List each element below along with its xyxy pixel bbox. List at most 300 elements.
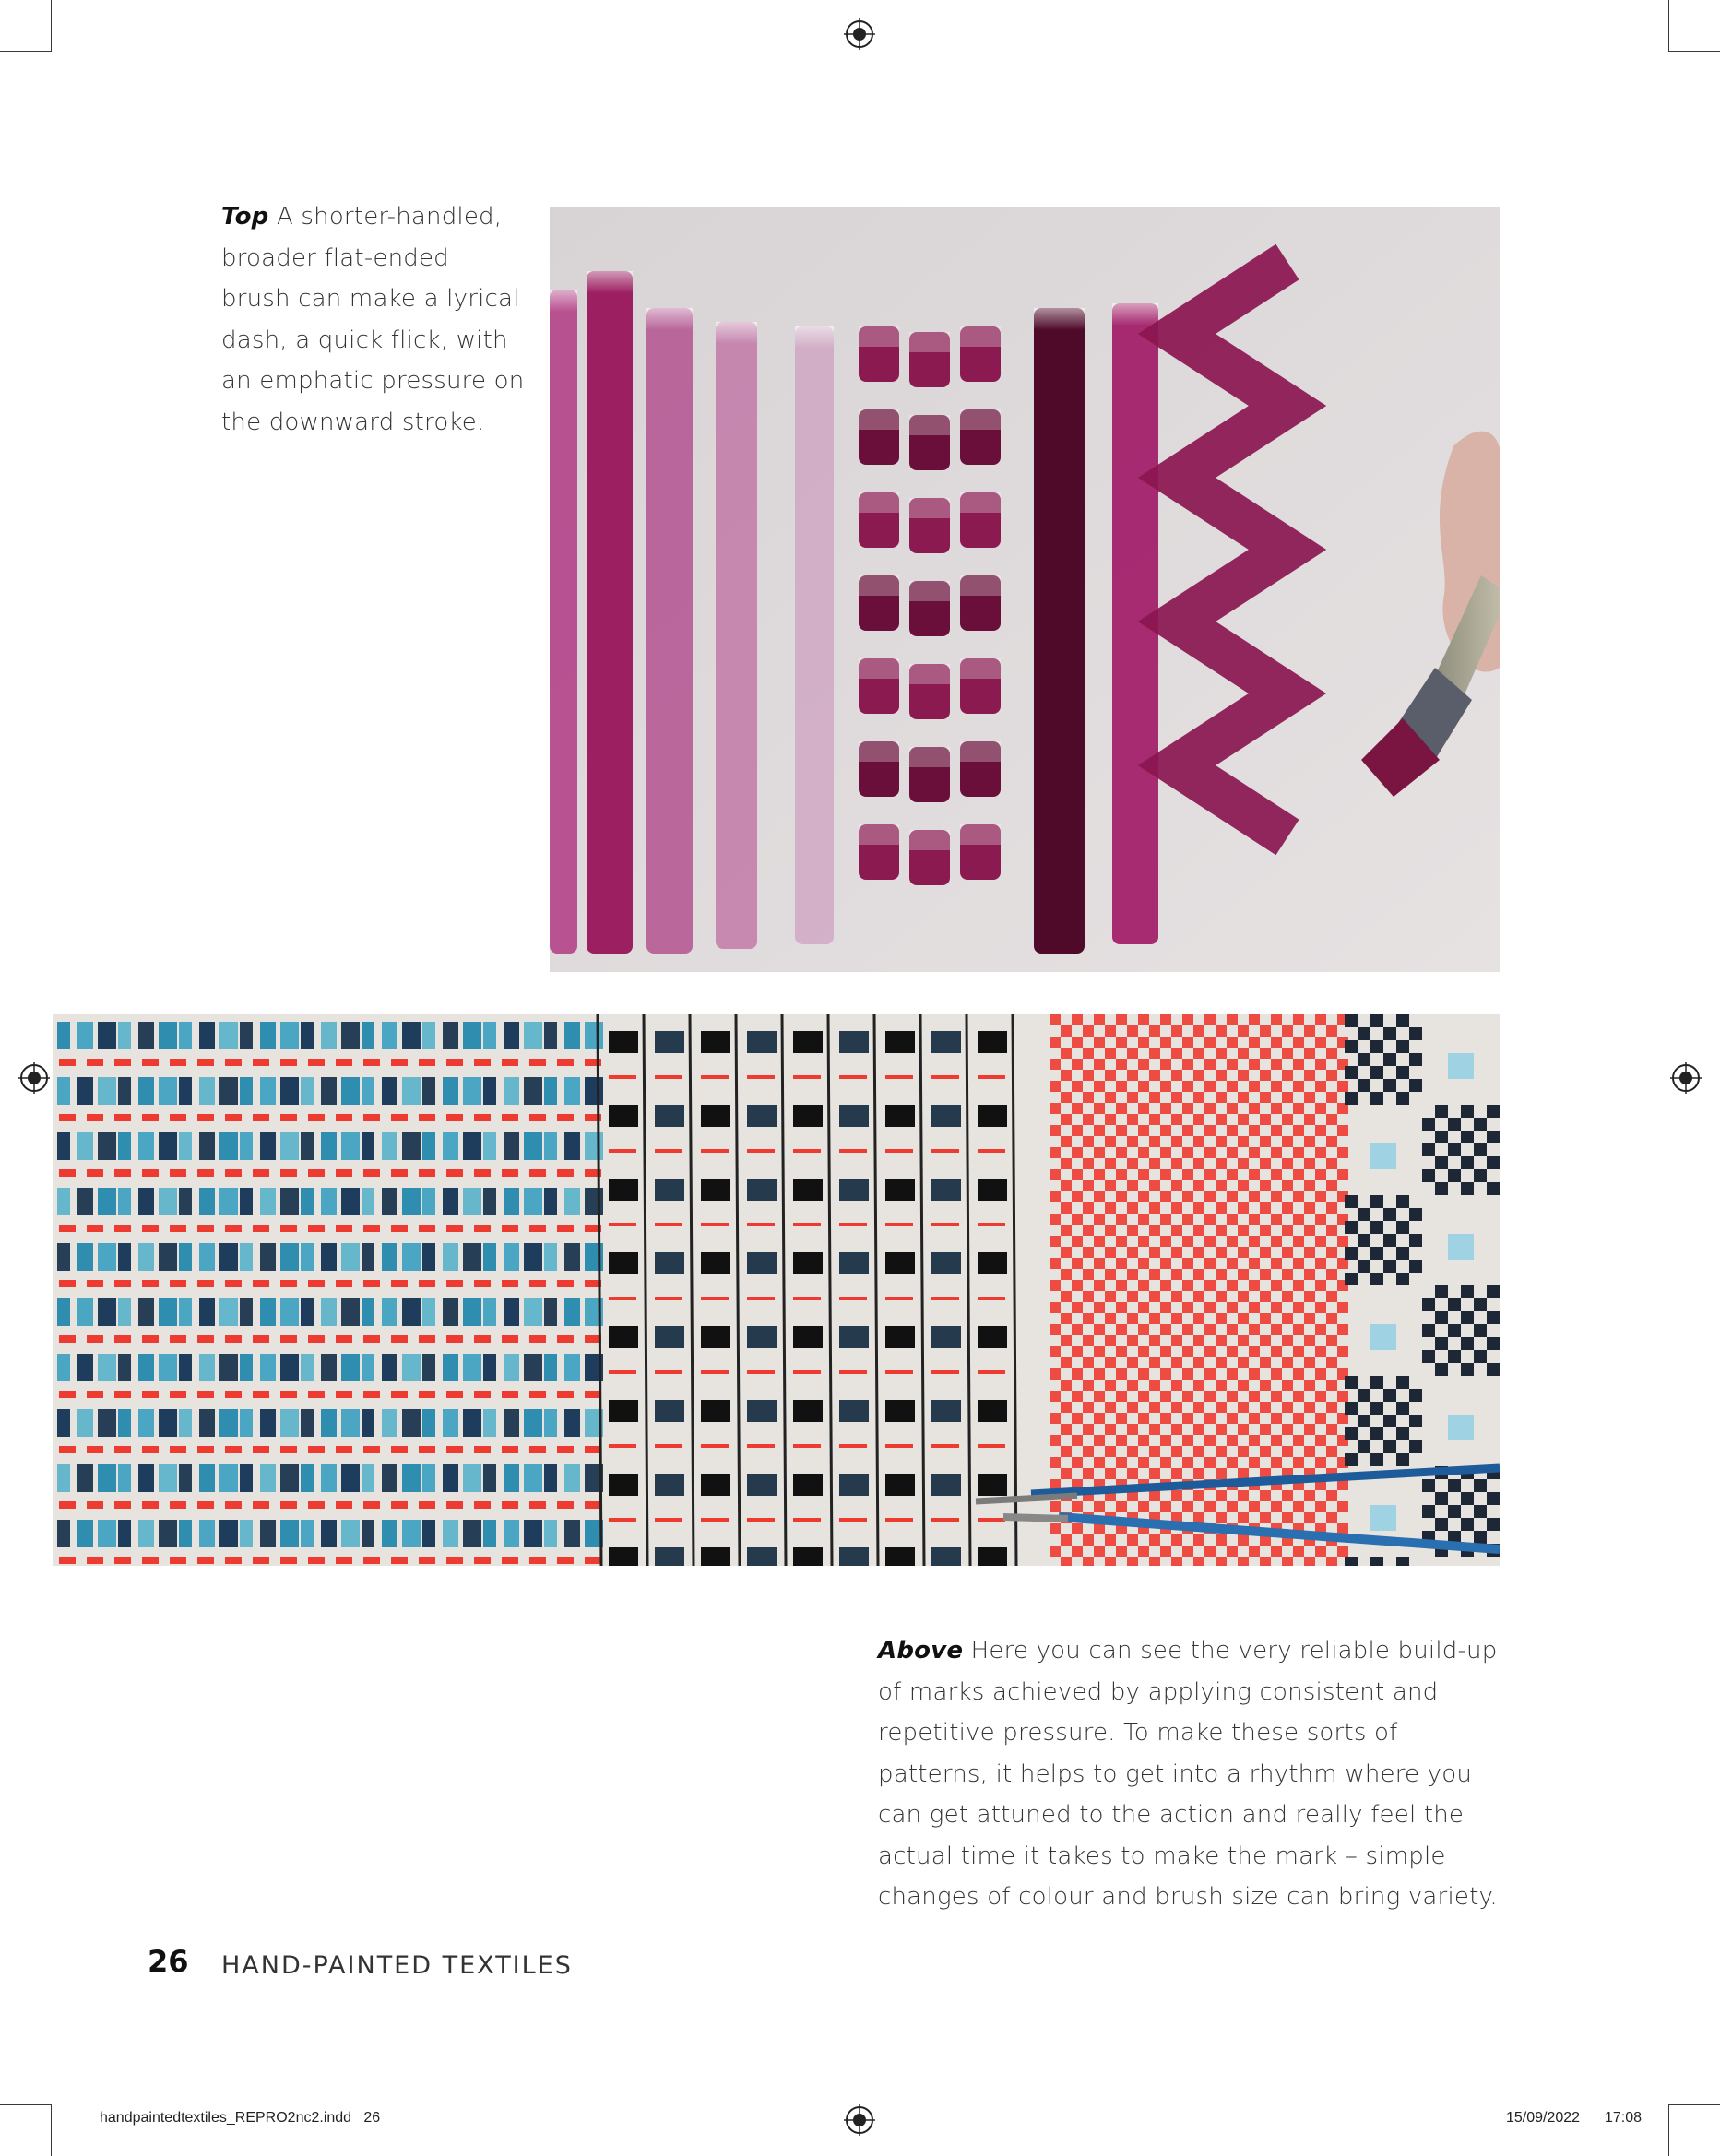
pattern-block [301, 1132, 314, 1160]
checker-square [1370, 1427, 1383, 1440]
pattern-block [240, 1409, 253, 1437]
checker-square [1182, 1391, 1193, 1402]
checker-square [1149, 1025, 1160, 1037]
pattern-dash [225, 1391, 242, 1398]
checker-square [1370, 1040, 1383, 1053]
checker-square [1337, 1391, 1348, 1402]
pattern-dash [253, 1391, 269, 1398]
checker-square [1293, 1258, 1304, 1269]
checker-square [1422, 1505, 1435, 1518]
checker-square [1072, 1147, 1083, 1158]
checker-square [1072, 1457, 1083, 1468]
pattern-block [443, 1243, 458, 1271]
checker-square [1345, 1221, 1358, 1234]
pattern-block [544, 1077, 557, 1105]
pattern-block [77, 1243, 93, 1271]
pattern-square [978, 1105, 1007, 1127]
pattern-dash [87, 1169, 103, 1177]
checker-square [1487, 1182, 1500, 1195]
pattern-dash [170, 1557, 186, 1564]
pattern-dash [308, 1557, 325, 1564]
checker-square [1260, 1092, 1271, 1103]
checker-square [1050, 1346, 1061, 1357]
checker-square [1271, 1059, 1282, 1070]
checker-square [1315, 1346, 1326, 1357]
checker-square [1171, 1490, 1182, 1501]
brush-dab-highlight [859, 741, 899, 762]
pattern-dash [114, 1391, 131, 1398]
checker-square [1396, 1066, 1409, 1079]
checker-square [1171, 1092, 1182, 1103]
pattern-dash [655, 1297, 682, 1300]
checker-square [1260, 1269, 1271, 1280]
checker-square [1061, 1114, 1072, 1125]
checker-square [1050, 1457, 1061, 1468]
checker-square [1105, 1269, 1116, 1280]
checker-square [1260, 1136, 1271, 1147]
pattern-block [138, 1077, 154, 1105]
running-head: HAND-PAINTED TEXTILES [221, 1951, 573, 1980]
pattern-dash [170, 1280, 186, 1287]
checker-square [1422, 1324, 1435, 1337]
checker-square [1337, 1236, 1348, 1247]
pattern-dash [59, 1446, 76, 1453]
checker-square [1072, 1059, 1083, 1070]
checker-square [1083, 1335, 1094, 1346]
checker-square [1474, 1350, 1487, 1363]
pattern-square [839, 1179, 869, 1201]
pattern-dash [225, 1169, 242, 1177]
pattern-block [382, 1464, 397, 1492]
checker-square [1227, 1413, 1238, 1424]
checker-square [1422, 1118, 1435, 1131]
pattern-block [341, 1022, 360, 1049]
checker-square [1204, 1457, 1216, 1468]
pattern-dash [931, 1149, 959, 1153]
checker-square [1182, 1191, 1193, 1202]
pattern-dash [931, 1223, 959, 1226]
pattern-block [77, 1409, 93, 1437]
pattern-block [98, 1464, 116, 1492]
checker-square [1182, 1169, 1193, 1180]
pattern-dash [446, 1391, 463, 1398]
checker-square [1193, 1557, 1204, 1566]
pattern-dash [502, 1280, 518, 1287]
checker-square [1227, 1125, 1238, 1136]
checker-square [1050, 1059, 1061, 1070]
checker-square [1127, 1424, 1138, 1435]
pattern-dash [557, 1114, 574, 1121]
pattern-block [57, 1520, 70, 1547]
checker-square [1182, 1103, 1193, 1114]
checker-square [1127, 1357, 1138, 1368]
checker-square [1227, 1457, 1238, 1468]
brush-dab-highlight [909, 332, 950, 352]
checker-square [1345, 1402, 1358, 1415]
pattern-square [978, 1547, 1007, 1566]
checker-square [1383, 1053, 1396, 1066]
checker-square [1249, 1037, 1260, 1048]
checker-square [1204, 1324, 1216, 1335]
pattern-dash [701, 1075, 729, 1079]
pattern-block [301, 1298, 314, 1326]
checker-square [1138, 1014, 1149, 1025]
pattern-dash [419, 1335, 435, 1343]
pattern-block [564, 1298, 580, 1326]
checker-square [1249, 1302, 1260, 1313]
brush-dab-highlight [960, 575, 1001, 596]
pattern-square [655, 1547, 684, 1566]
pattern-block [77, 1132, 93, 1160]
pattern-dash [747, 1370, 775, 1374]
pattern-dash [747, 1149, 775, 1153]
checker-square [1282, 1291, 1293, 1302]
pattern-square [978, 1179, 1007, 1201]
pattern-block [564, 1132, 580, 1160]
pattern-dash [336, 1225, 352, 1232]
pattern-block [422, 1132, 435, 1160]
checker-square [1282, 1158, 1293, 1169]
checker-square [1160, 1236, 1171, 1247]
brush-dab-highlight [960, 824, 1001, 845]
pattern-dash [747, 1297, 775, 1300]
checker-square [1061, 1313, 1072, 1324]
checker-square [1094, 1368, 1105, 1380]
caption-above-lead: Above [878, 1637, 964, 1664]
pattern-block [463, 1132, 481, 1160]
checker-square [1204, 1302, 1216, 1313]
checker-square [1435, 1311, 1448, 1324]
checker-square [1435, 1285, 1448, 1298]
pattern-dash [747, 1518, 775, 1522]
pattern-dash [529, 1391, 546, 1398]
pattern-block [98, 1022, 116, 1049]
pattern-block [321, 1354, 337, 1381]
checker-square [1061, 1180, 1072, 1191]
pattern-dash [114, 1280, 131, 1287]
checker-square [1138, 1169, 1149, 1180]
checker-square [1050, 1546, 1061, 1557]
pattern-dash [308, 1446, 325, 1453]
pattern-dash [557, 1501, 574, 1509]
pattern-dash [655, 1444, 682, 1448]
pattern-square [839, 1105, 869, 1127]
checker-square [1487, 1131, 1500, 1143]
pattern-dash [391, 1225, 408, 1232]
pattern-block [463, 1409, 481, 1437]
checker-square [1094, 1236, 1105, 1247]
pattern-square [793, 1105, 823, 1127]
checker-square [1216, 1025, 1227, 1037]
checker-square [1487, 1492, 1500, 1505]
checker-square [1238, 1512, 1249, 1523]
checker-square [1337, 1546, 1348, 1557]
pattern-block [260, 1243, 276, 1271]
pattern-dash [114, 1557, 131, 1564]
checker-square [1249, 1147, 1260, 1158]
checker-square [1072, 1302, 1083, 1313]
checker-square [1127, 1269, 1138, 1280]
checker-square [1105, 1114, 1116, 1125]
pattern-block [443, 1077, 458, 1105]
pattern-dash [931, 1370, 959, 1374]
pattern-block [240, 1188, 253, 1215]
pattern-dash [280, 1335, 297, 1343]
pattern-block [280, 1409, 299, 1437]
checker-square [1105, 1136, 1116, 1147]
pattern-dash [978, 1297, 1005, 1300]
checker-square [1061, 1557, 1072, 1566]
checker-square [1238, 1468, 1249, 1479]
checker-square [1260, 1357, 1271, 1368]
checker-square [1072, 1169, 1083, 1180]
checker-square [1171, 1534, 1182, 1546]
checker-square [1260, 1225, 1271, 1236]
pattern-dash [446, 1114, 463, 1121]
checker-square [1116, 1103, 1127, 1114]
checker-square [1171, 1335, 1182, 1346]
checker-accent [1370, 1143, 1396, 1169]
checker-square [1149, 1357, 1160, 1368]
checker-square [1182, 1413, 1193, 1424]
checker-square [1116, 1413, 1127, 1424]
checker-square [1171, 1380, 1182, 1391]
checker-square [1193, 1490, 1204, 1501]
pattern-dash [701, 1370, 729, 1374]
checker-square [1116, 1391, 1127, 1402]
pattern-block [98, 1188, 116, 1215]
pattern-square [793, 1400, 823, 1422]
checker-square [1193, 1114, 1204, 1125]
checker-square [1105, 1313, 1116, 1324]
pattern-square [609, 1474, 638, 1496]
pattern-dash [747, 1075, 775, 1079]
pattern-block [260, 1298, 276, 1326]
checker-square [1249, 1125, 1260, 1136]
checker-square [1138, 1546, 1149, 1557]
brush-stroke [1034, 308, 1085, 954]
pattern-dash [170, 1169, 186, 1177]
checker-square [1260, 1335, 1271, 1346]
pattern-block [504, 1243, 519, 1271]
checker-square [1238, 1380, 1249, 1391]
checker-square [1050, 1523, 1061, 1534]
checker-square [1315, 1258, 1326, 1269]
checker-square [1193, 1446, 1204, 1457]
pattern-block [524, 1243, 542, 1271]
pattern-square [701, 1400, 730, 1422]
pattern-block [280, 1188, 299, 1215]
checker-square [1061, 1424, 1072, 1435]
pattern-dash [557, 1280, 574, 1287]
brush-strokes-photo [550, 207, 1500, 972]
pattern-dash [793, 1444, 821, 1448]
pattern-dash [474, 1501, 491, 1509]
checker-square [1238, 1534, 1249, 1546]
checker-square [1094, 1059, 1105, 1070]
checker-square [1094, 1413, 1105, 1424]
checker-square [1370, 1453, 1383, 1466]
pattern-dash [170, 1225, 186, 1232]
checker-square [1116, 1059, 1127, 1070]
checker-square [1083, 1158, 1094, 1169]
checker-square [1127, 1557, 1138, 1566]
pattern-dash [446, 1335, 463, 1343]
checker-square [1271, 1324, 1282, 1335]
pattern-dash [197, 1114, 214, 1121]
checker-square [1337, 1302, 1348, 1313]
pattern-block [321, 1243, 337, 1271]
pattern-dash [336, 1114, 352, 1121]
checker-square [1116, 1457, 1127, 1468]
checker-square [1127, 1070, 1138, 1081]
pattern-block [179, 1132, 192, 1160]
checker-square [1116, 1169, 1127, 1180]
pattern-block [463, 1022, 481, 1049]
pattern-block [199, 1298, 215, 1326]
pattern-dash [474, 1446, 491, 1453]
brush-stroke-highlight [646, 308, 693, 382]
pattern-block [382, 1520, 397, 1547]
checker-square [1293, 1125, 1304, 1136]
pattern-block [138, 1520, 154, 1547]
checker-square [1282, 1070, 1293, 1081]
checker-square [1116, 1214, 1127, 1225]
pattern-dash [197, 1391, 214, 1398]
checker-square [1171, 1202, 1182, 1214]
pattern-block [98, 1520, 116, 1547]
checker-square [1182, 1546, 1193, 1557]
pattern-block [564, 1520, 580, 1547]
pattern-square [839, 1474, 869, 1496]
checker-square [1238, 1335, 1249, 1346]
pattern-dash [225, 1280, 242, 1287]
checker-square [1138, 1501, 1149, 1512]
checker-square [1160, 1280, 1171, 1291]
checker-square [1083, 1557, 1094, 1566]
checker-square [1061, 1025, 1072, 1037]
checker-square [1105, 1180, 1116, 1191]
checker-square [1072, 1214, 1083, 1225]
pattern-block [382, 1243, 397, 1271]
checker-accent [1448, 1415, 1474, 1440]
checker-square [1160, 1302, 1171, 1313]
checker-square [1160, 1368, 1171, 1380]
checker-accent [1370, 1324, 1396, 1350]
pattern-square [747, 1547, 777, 1566]
pattern-block [443, 1132, 458, 1160]
pattern-block [219, 1298, 238, 1326]
checker-square [1435, 1363, 1448, 1376]
pattern-block [341, 1520, 360, 1547]
pattern-block [301, 1409, 314, 1437]
checker-square [1116, 1081, 1127, 1092]
pattern-dash [419, 1557, 435, 1564]
pattern-dash [87, 1335, 103, 1343]
checker-square [1138, 1280, 1149, 1291]
pattern-dash [655, 1075, 682, 1079]
checker-square [1345, 1427, 1358, 1440]
checker-square [1345, 1273, 1358, 1285]
checker-square [1238, 1313, 1249, 1324]
checker-square [1171, 1557, 1182, 1566]
pattern-block [585, 1132, 603, 1160]
checker-square [1249, 1391, 1260, 1402]
pattern-dash [142, 1225, 159, 1232]
checker-square [1409, 1079, 1422, 1092]
checker-square [1050, 1391, 1061, 1402]
checker-square [1487, 1311, 1500, 1324]
pattern-block [524, 1354, 542, 1381]
checker-square [1127, 1180, 1138, 1191]
checker-square [1271, 1014, 1282, 1025]
pattern-block [159, 1298, 177, 1326]
pattern-dash [557, 1335, 574, 1343]
checker-square [1083, 1446, 1094, 1457]
checker-square [1193, 1534, 1204, 1546]
pattern-block [301, 1243, 314, 1271]
checker-square [1474, 1298, 1487, 1311]
checker-square [1282, 1402, 1293, 1413]
checker-square [1337, 1081, 1348, 1092]
checker-square [1304, 1202, 1315, 1214]
checker-square [1315, 1147, 1326, 1158]
checker-square [1282, 1512, 1293, 1523]
pattern-dash [59, 1557, 76, 1564]
checker-square [1293, 1147, 1304, 1158]
pattern-square [793, 1179, 823, 1201]
pattern-block [98, 1409, 116, 1437]
pattern-block [362, 1188, 374, 1215]
checker-square [1072, 1413, 1083, 1424]
checker-square [1345, 1040, 1358, 1053]
pattern-block [77, 1520, 93, 1547]
checker-square [1072, 1391, 1083, 1402]
pattern-dash [557, 1446, 574, 1453]
pattern-dash [419, 1280, 435, 1287]
checker-square [1204, 1147, 1216, 1158]
checker-square [1315, 1302, 1326, 1313]
checker-square [1282, 1114, 1293, 1125]
pattern-dash [114, 1446, 131, 1453]
pattern-block [57, 1022, 70, 1049]
pattern-block [422, 1409, 435, 1437]
checker-square [1160, 1324, 1171, 1335]
checker-square [1315, 1546, 1326, 1557]
checker-square [1249, 1280, 1260, 1291]
pattern-block [341, 1132, 360, 1160]
checker-square [1282, 1048, 1293, 1059]
pattern-dash [142, 1335, 159, 1343]
pattern-block [544, 1354, 557, 1381]
checker-accent [1448, 1234, 1474, 1260]
pattern-block [159, 1077, 177, 1105]
checker-square [1370, 1195, 1383, 1208]
checker-square [1171, 1180, 1182, 1191]
caption-top-text: A shorter-handled, broader flat-ended brush can make a lyrical dash, a quick flick, with an emphatic pressure on the downward stroke. [221, 203, 525, 436]
pattern-block [260, 1520, 276, 1547]
pattern-block [219, 1022, 238, 1049]
pattern-block [240, 1022, 253, 1049]
pattern-dash [363, 1059, 380, 1066]
pattern-block [199, 1409, 215, 1437]
pattern-block [463, 1243, 481, 1271]
checker-square [1193, 1269, 1204, 1280]
checker-square [1249, 1457, 1260, 1468]
checker-square [1487, 1518, 1500, 1531]
checker-square [1149, 1202, 1160, 1214]
pattern-dash [655, 1370, 682, 1374]
